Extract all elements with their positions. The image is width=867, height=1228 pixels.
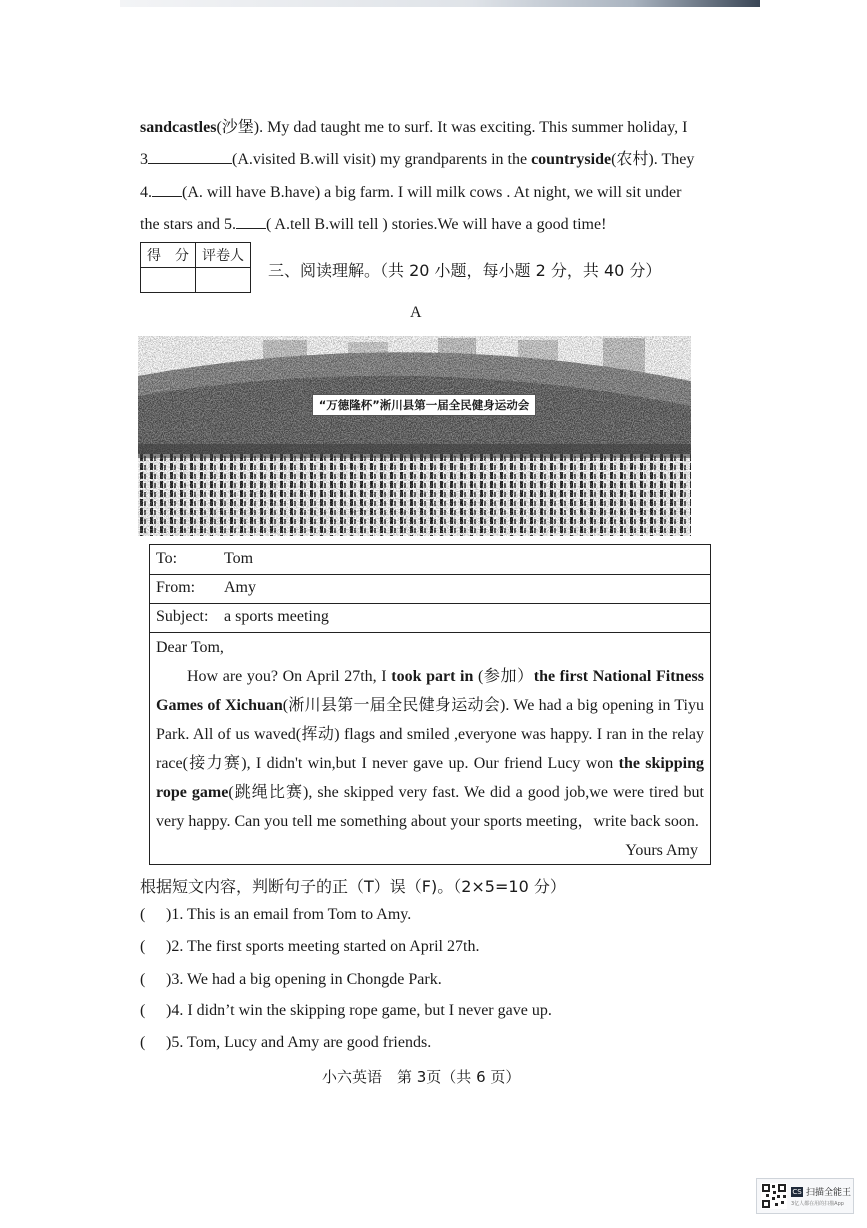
section-title: 三、阅读理解。（共 20 小题，每小题 2 分，共 40 分） xyxy=(268,261,662,280)
judge-instruction: 根据短文内容，判断句子的正（T）误（F)。（2×5=10 分） xyxy=(140,877,566,896)
email-line-4: race(接力赛), I didn't win,but I never gave up. Our friend Lucy won the skipping xyxy=(156,755,704,772)
keyword-sandcastles: sandcastles xyxy=(140,119,217,136)
email-from-row xyxy=(150,574,710,604)
grader-label: 评卷人 xyxy=(196,243,251,268)
question-4: ( )4. I didn’t win the skipping rope game, but I never gave up. xyxy=(140,1002,552,1019)
email-line-2: Games of Xichuan(淅川县第一届全民健身运动会). We had a big opening in Tiyu xyxy=(156,697,704,714)
email-body xyxy=(156,633,704,865)
scanner-tagline: 3亿人都在用的扫描App xyxy=(791,1201,844,1207)
question-2: ( )2. The first sports meeting started on April 27th. xyxy=(140,938,480,955)
score-box xyxy=(140,242,251,293)
page-footer: 小六英语 第 3页（共 6 页） xyxy=(322,1068,521,1086)
grader-cell[interactable] xyxy=(196,268,251,293)
stadium-photo-image xyxy=(138,336,691,536)
answer-slot-1[interactable]: ( xyxy=(140,906,146,923)
blank-3[interactable] xyxy=(148,149,232,164)
email-signature: Yours Amy xyxy=(625,842,698,859)
email-line-1: How are you? On April 27th, I took part in (参加）the first National Fitness xyxy=(187,668,704,685)
email-line-6: very happy. Can you tell me something about your sports meeting，write back soon. xyxy=(156,813,699,830)
scan-edge-strip xyxy=(120,0,760,7)
question-5: ( )5. Tom, Lucy and Amy are good friends. xyxy=(140,1034,432,1051)
answer-slot-3[interactable]: ( xyxy=(140,971,146,988)
answer-slot-5[interactable]: ( xyxy=(140,1034,146,1051)
email-box xyxy=(149,544,711,865)
scanner-name: 扫描全能王 xyxy=(806,1188,852,1198)
stadium-photo xyxy=(138,336,691,536)
question-1: ( )1. This is an email from Tom to Amy. xyxy=(140,906,412,923)
email-line-5: rope game(跳绳比赛), she skipped very fast. We did a good job,we were tired but xyxy=(156,784,704,801)
email-subject-value: a sports meeting xyxy=(224,608,329,625)
scanner-watermark xyxy=(756,1178,854,1214)
answer-slot-4[interactable]: ( xyxy=(140,1002,146,1019)
score-cell[interactable] xyxy=(141,268,196,293)
scanner-logo: CS xyxy=(792,1188,802,1196)
email-to-row xyxy=(150,545,710,575)
cloze-line-1: sandcastles(沙堡). My dad taught me to surf. It was exciting. This summer holiday, I xyxy=(140,119,688,136)
blank-5[interactable] xyxy=(236,214,266,229)
email-from-label: From: xyxy=(156,579,196,596)
cloze-line-3: 4. (A. will have B.have) a big farm. I will milk cows . At night, we will sit under xyxy=(140,184,682,201)
qr-code-icon xyxy=(761,1183,787,1209)
email-line-3: Park. All of us waved(挥动) flags and smiled ,everyone was happy. I ran in the relay xyxy=(156,726,704,743)
email-subject-row xyxy=(150,603,710,633)
cloze-line-4: the stars and 5. ( A.tell B.will tell ) stories.We will have a good time! xyxy=(140,216,607,233)
email-greeting: Dear Tom, xyxy=(156,639,224,656)
cloze-line-2: 3 (A.visited B.will visit) my grandparents in the countryside(农村). They xyxy=(140,151,695,168)
answer-slot-2[interactable]: ( xyxy=(140,938,146,955)
email-from-value: Amy xyxy=(224,579,256,596)
keyword-countryside: countryside xyxy=(531,151,612,168)
email-to-value: Tom xyxy=(224,550,254,567)
email-subject-label: Subject: xyxy=(156,608,209,625)
photo-banner: “万德隆杯”淅川县第一届全民健身运动会 xyxy=(312,394,536,416)
blank-4[interactable] xyxy=(152,182,182,197)
question-3: ( )3. We had a big opening in Chongde Park. xyxy=(140,971,442,988)
email-to-label: To: xyxy=(156,550,178,567)
passage-letter: A xyxy=(410,304,422,321)
score-label: 得 分 xyxy=(141,243,196,268)
